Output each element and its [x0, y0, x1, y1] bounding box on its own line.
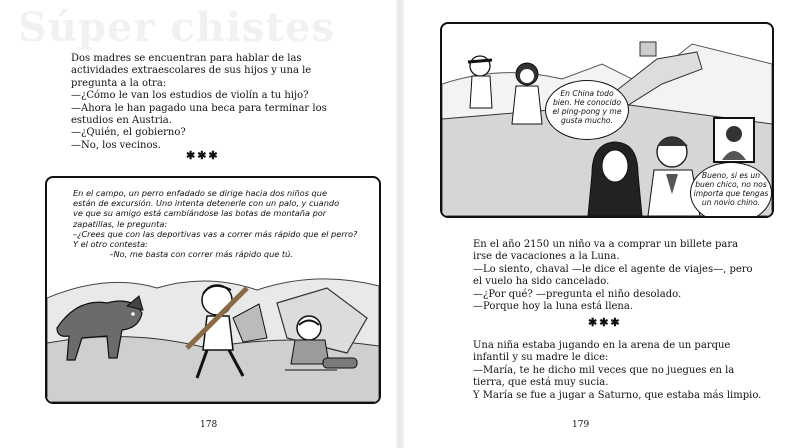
joke-line: Y María se fue a jugar a Saturno, que estaba más limpio.: [473, 389, 762, 401]
page-number-right: 179: [572, 420, 590, 430]
separator-stars: ✱✱✱: [186, 149, 220, 162]
joke-line: infantil y su madre le dice:: [473, 352, 609, 364]
caption-line: ve que su amigo está cambiándose las botas de montaña por: [73, 208, 327, 219]
bubble-line: buen chico, no nos: [695, 180, 767, 189]
speech-bubble-girl: [545, 80, 629, 140]
joke-line: —¿Por qué? —pregunta el niño desolado.: [473, 288, 682, 300]
joke-line: el vuelo ha sido cancelado.: [473, 276, 610, 288]
caption-line: –¿Crees que con las deportivas vas a correr más rápido que el perro?: [73, 228, 358, 239]
right-page: [400, 0, 800, 448]
bubble-line: gusta mucho.: [561, 116, 613, 125]
section-header: Súper chistes: [18, 4, 335, 51]
caption-line: están de excursión. Uno intenta detenerle con un palo, y cuando: [73, 198, 340, 209]
caption-line: Y el otro contesta:: [73, 239, 148, 250]
joke-line: estudios en Austria.: [71, 115, 172, 127]
caption-line: –No, me basta con correr más rápido que tú.: [73, 249, 293, 260]
bubble-line: un novio chino.: [701, 198, 761, 207]
joke-violin: [71, 53, 391, 152]
joke-saturn: [473, 340, 795, 402]
joke-line: Dos madres se encuentran para hablar de las: [71, 53, 302, 64]
joke-line: —María, te he dicho mil veces que no juegues en la: [473, 364, 735, 376]
joke-line: —No, los vecinos.: [71, 139, 161, 151]
dog-chase-illustration: [47, 178, 379, 402]
separator-stars: ✱✱✱: [588, 316, 622, 329]
bubble-line: bien. He conocido: [552, 98, 622, 107]
joke-line: En el año 2150 un niño va a comprar un billete para: [473, 239, 739, 250]
comic-panel-dog: [45, 176, 381, 404]
speech-bubble-parent: [690, 162, 772, 218]
joke-line: Una niña estaba jugando en la arena de un parque: [473, 340, 731, 351]
bubble-line: el ping-pong y me: [552, 107, 622, 116]
bubble-line: Bueno, si es un: [701, 171, 761, 180]
joke-line: —¿Cómo le van los estudios de violín a tu hijo?: [71, 90, 309, 102]
joke-line: irse de vacaciones a la Luna.: [473, 251, 620, 263]
caption-line: En el campo, un perro enfadado se dirige hacia dos niños que: [73, 188, 327, 198]
joke-line: pregunta a la otra:: [71, 77, 167, 89]
joke-line: actividades extraescolares de sus hijos y una le: [71, 65, 312, 77]
framed-photo: [714, 118, 754, 162]
joke-line: tierra, que está muy sucia.: [473, 377, 609, 389]
comic-panel-china: [440, 22, 774, 218]
caption-line: zapatillas, le pregunta:: [73, 218, 168, 229]
joke-line: —Lo siento, chaval —le dice el agente de viajes—, pero: [473, 263, 753, 275]
bubble-line: importa que tengas: [693, 189, 769, 198]
joke-line: —¿Quién, el gobierno?: [71, 127, 186, 139]
joke-line: —Ahora le han pagado una beca para terminar los: [71, 102, 327, 114]
bubble-line: En China todo: [560, 89, 614, 98]
joke-line: —Porque hoy la luna está llena.: [473, 301, 634, 313]
joke-moon: [473, 239, 793, 313]
page-number-left: 178: [200, 420, 218, 430]
